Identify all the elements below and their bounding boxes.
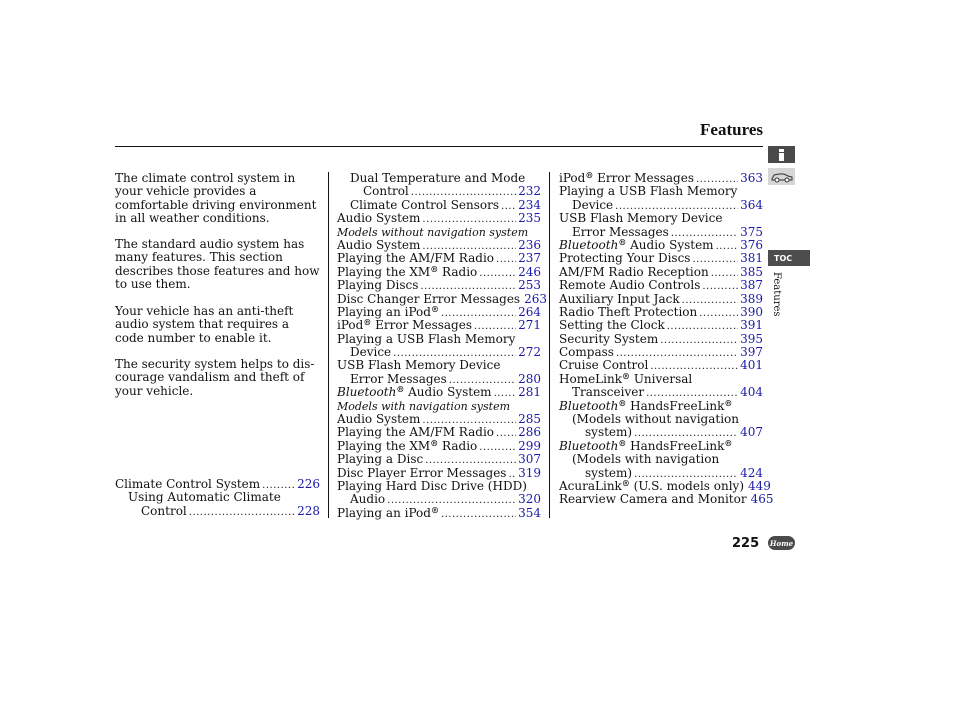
- toc-entry-using-automatic-climate: Using Automatic Climate: [128, 490, 281, 505]
- toc-entry[interactable]: Audio System ..... 235: [337, 212, 541, 225]
- toc-entry[interactable]: Transceiver ..... 404: [559, 386, 763, 399]
- toc-entry[interactable]: Audio System ..... 236: [337, 239, 541, 252]
- page-link[interactable]: 226: [297, 477, 320, 491]
- toc-entry: (Models without navigation: [572, 412, 739, 427]
- toc-entry[interactable]: Control ..... 232: [337, 185, 541, 198]
- page-link[interactable]: 465: [750, 492, 774, 507]
- toc-entry[interactable]: Device ..... 364: [559, 199, 763, 212]
- toc-entry[interactable]: iPod® Error Messages ..... 271: [337, 319, 541, 332]
- page-link[interactable]: 280: [518, 371, 541, 386]
- toc-entry[interactable]: Protecting Your Discs ..... 381: [559, 252, 763, 265]
- page-link[interactable]: 387: [740, 278, 763, 293]
- info-icon: [768, 146, 795, 163]
- toc-entry[interactable]: Bluetooth® Audio System ..... 281: [337, 386, 541, 399]
- page-number: 225: [732, 536, 760, 551]
- page-link[interactable]: 234: [518, 197, 541, 212]
- column-divider-1: [328, 172, 329, 518]
- toc-entry[interactable]: Error Messages ..... 280: [337, 373, 541, 386]
- page-link[interactable]: 449: [748, 478, 771, 493]
- toc-entry[interactable]: system) ..... 407: [559, 426, 763, 439]
- toc-entry[interactable]: Playing an iPod® ..... 354: [337, 507, 541, 520]
- page-link[interactable]: 264: [518, 304, 541, 319]
- page-link[interactable]: 389: [740, 291, 763, 306]
- page-link[interactable]: 395: [740, 331, 763, 346]
- page-link[interactable]: 404: [740, 385, 763, 400]
- toc-entry: Dual Temperature and Mode: [350, 171, 526, 185]
- page-link[interactable]: 363: [740, 171, 763, 185]
- page-link[interactable]: 385: [740, 264, 763, 279]
- toc-entry: (Models with navigation: [572, 452, 720, 467]
- toc-column-1: [115, 478, 320, 518]
- toc-entry[interactable]: iPod® Error Messages ..... 363: [559, 172, 763, 185]
- intro-paragraph-audio: The standard audio system has many features. This section describes those features and how to use them.: [115, 237, 320, 292]
- toc-entry[interactable]: Security System ..... 395: [559, 333, 763, 346]
- toc-entry: HomeLink® Universal: [559, 370, 693, 386]
- toc-entry[interactable]: Playing Discs ..... 253: [337, 279, 541, 292]
- toc-column-3: [559, 170, 774, 507]
- toc-entry[interactable]: Rearview Camera and Monitor 465: [559, 492, 774, 507]
- toc-entry: Playing a USB Flash Memory: [559, 184, 738, 199]
- toc-entry: Bluetooth® HandsFreeLink®: [559, 397, 733, 413]
- page-link[interactable]: 271: [518, 318, 541, 333]
- toc-entry[interactable]: Radio Theft Protection ..... 390: [559, 306, 763, 319]
- page-link[interactable]: 286: [518, 425, 541, 440]
- page-link[interactable]: 299: [518, 438, 541, 453]
- intro-paragraph-antitheft: Your vehicle has an anti-theft audio system that requires a code number to enable it.: [115, 304, 294, 345]
- toc-entry[interactable]: Climate Control Sensors ..... 234: [337, 199, 541, 212]
- toc-subheading: Models without navigation system: [337, 225, 529, 239]
- page-link[interactable]: 272: [518, 345, 541, 360]
- intro-paragraph-security: The security system helps to dis-courage vandalism and theft of your vehicle.: [115, 357, 315, 398]
- page-link[interactable]: 376: [740, 237, 763, 252]
- toc-entry[interactable]: Disc Player Error Messages ..... 319: [337, 467, 541, 480]
- toc-entry[interactable]: Audio ..... 320: [337, 493, 541, 506]
- car-icon: [768, 168, 795, 185]
- vehicle-index-button[interactable]: [768, 168, 795, 185]
- toc-entry[interactable]: AM/FM Radio Reception ..... 385: [559, 266, 763, 279]
- toc-entry[interactable]: Remote Audio Controls ..... 387: [559, 279, 763, 292]
- toc-entry[interactable]: Setting the Clock ..... 391: [559, 319, 763, 332]
- page-link[interactable]: 364: [740, 197, 763, 212]
- page-link[interactable]: 235: [518, 211, 541, 226]
- toc-entry[interactable]: Playing an iPod® ..... 264: [337, 306, 541, 319]
- page-link[interactable]: 263: [524, 291, 547, 306]
- page-link[interactable]: 246: [518, 264, 541, 279]
- page-link[interactable]: 375: [740, 224, 763, 239]
- page-link[interactable]: 391: [740, 318, 763, 333]
- page-link[interactable]: 281: [518, 385, 541, 400]
- page-link[interactable]: 354: [518, 505, 541, 520]
- toc-entry[interactable]: Compass ..... 397: [559, 346, 763, 359]
- toc-entry: Playing a USB Flash Memory: [337, 331, 516, 346]
- section-tab-label: Features: [771, 272, 782, 317]
- toc-column-2: [337, 171, 547, 520]
- page-link[interactable]: 390: [740, 304, 763, 319]
- toc-entry[interactable]: Auxiliary Input Jack ..... 389: [559, 293, 763, 306]
- toc-entry: USB Flash Memory Device: [559, 211, 723, 226]
- page-link[interactable]: 401: [740, 358, 763, 373]
- page-link[interactable]: 320: [518, 492, 541, 507]
- toc-entry[interactable]: Playing the XM® Radio ..... 246: [337, 266, 541, 279]
- page-link[interactable]: 381: [740, 251, 763, 266]
- page-link[interactable]: 307: [518, 452, 541, 467]
- page-link[interactable]: 285: [518, 412, 541, 427]
- toc-entry[interactable]: Cruise Control ..... 401: [559, 359, 763, 372]
- toc-entry[interactable]: Error Messages ..... 375: [559, 226, 763, 239]
- toc-entry[interactable]: Playing the AM/FM Radio ..... 237: [337, 252, 541, 265]
- home-button[interactable]: Home: [768, 536, 795, 550]
- toc-entry[interactable]: AcuraLink® (U.S. models only) 449: [559, 477, 771, 493]
- toc-entry: USB Flash Memory Device: [337, 358, 501, 373]
- page-link[interactable]: 319: [518, 465, 541, 480]
- page-link[interactable]: 237: [518, 251, 541, 266]
- toc-entry[interactable]: Bluetooth® Audio System ..... 376: [559, 239, 763, 252]
- toc-entry[interactable]: Audio System ..... 285: [337, 413, 541, 426]
- toc-entry[interactable]: Device ..... 272: [337, 346, 541, 359]
- toc-entry-control[interactable]: Control ..... 228: [115, 505, 320, 518]
- page-link[interactable]: 232: [518, 184, 541, 199]
- page-link[interactable]: 407: [740, 425, 763, 440]
- toc-entry[interactable]: Playing the AM/FM Radio ..... 286: [337, 426, 541, 439]
- header-rule: [115, 146, 763, 147]
- toc-subheading: Models with navigation system: [337, 399, 511, 413]
- toc-entry[interactable]: Playing the XM® Radio ..... 299: [337, 440, 541, 453]
- toc-entry: Playing Hard Disc Drive (HDD): [337, 478, 527, 493]
- page-link[interactable]: 424: [740, 465, 763, 480]
- toc-entry[interactable]: Disc Changer Error Messages 263: [337, 291, 547, 306]
- column-divider-2: [549, 172, 550, 518]
- toc-entry-climate-control-system[interactable]: Climate Control System ..... 226: [115, 478, 320, 491]
- page-link[interactable]: 228: [297, 503, 320, 518]
- page-link[interactable]: 397: [740, 345, 763, 360]
- toc-entry: Bluetooth® HandsFreeLink®: [559, 437, 733, 453]
- toc-entry[interactable]: Playing a Disc ..... 307: [337, 453, 541, 466]
- page-title: Features: [700, 120, 763, 139]
- info-button[interactable]: [768, 146, 795, 163]
- intro-paragraph-climate: The climate control system in your vehicle provides a comfortable driving environment in all weather conditions.: [115, 171, 317, 226]
- toc-entry[interactable]: system) ..... 424: [559, 467, 763, 480]
- page-link[interactable]: 236: [518, 237, 541, 252]
- page-link[interactable]: 253: [518, 278, 541, 293]
- toc-button[interactable]: TOC: [768, 250, 810, 266]
